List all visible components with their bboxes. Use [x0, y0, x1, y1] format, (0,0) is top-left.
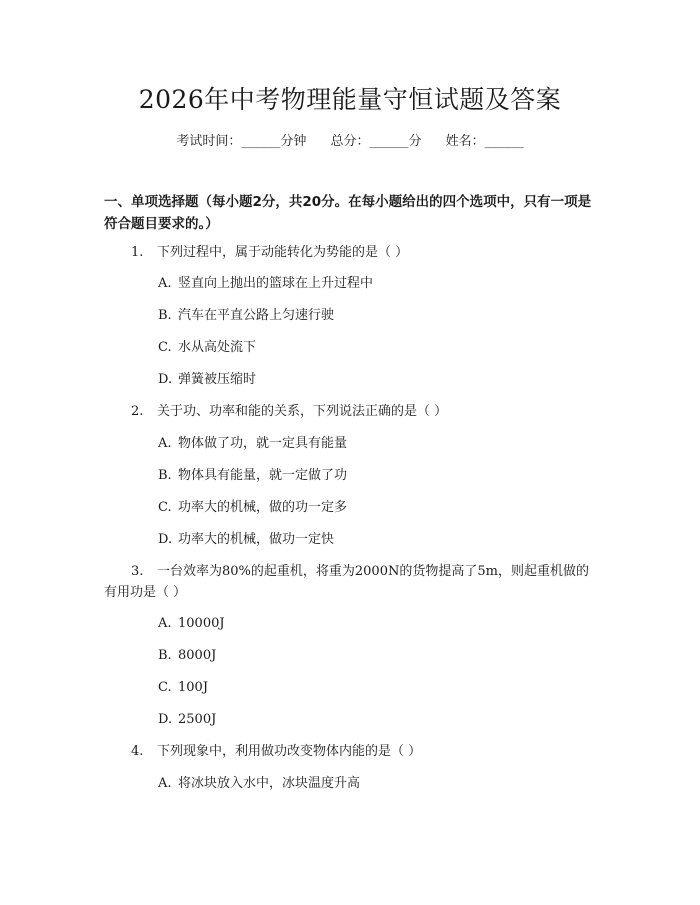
- q2-option-b: [158, 466, 347, 486]
- option-text: 功率大的机械，做的功一定多: [178, 500, 348, 515]
- question-text: 关于功、功率和能的关系，下列说法正确的是（ ）: [157, 404, 448, 419]
- q1-option-a: [158, 274, 373, 294]
- question-text: 一台效率为80%的起重机，将重为2000N的货物提高了5m，则起重机做的: [157, 564, 589, 579]
- q1-option-d: [158, 370, 256, 390]
- question-4: [131, 742, 421, 762]
- option-text: 竖直向上抛出的篮球在上升过程中: [178, 276, 374, 291]
- q2-option-c: [158, 498, 347, 518]
- exam-time: 考试时间：______分钟: [176, 134, 307, 149]
- question-number: 4.: [131, 744, 144, 759]
- q2-option-d: [158, 530, 334, 550]
- q3-option-a: [158, 614, 225, 634]
- option-letter: C.: [158, 500, 172, 515]
- q3-option-c: [158, 678, 208, 698]
- q3-option-d: [158, 710, 216, 730]
- option-text: 8000J: [178, 648, 217, 663]
- exam-score: 总分：______分: [330, 134, 422, 149]
- option-letter: A.: [158, 276, 172, 291]
- question-number: 1.: [131, 245, 144, 260]
- question-2: [131, 402, 447, 422]
- q3-option-b: [158, 646, 216, 666]
- question-text: 下列现象中，利用做功改变物体内能的是（ ）: [157, 744, 422, 759]
- option-letter: B.: [158, 468, 172, 483]
- option-text: 将冰块放入水中，冰块温度升高: [178, 776, 361, 791]
- option-letter: C.: [158, 340, 172, 355]
- option-letter: A.: [158, 436, 172, 451]
- student-name: 姓名：______: [445, 134, 524, 149]
- option-text: 物体做了功，就一定具有能量: [178, 436, 348, 451]
- option-letter: D.: [158, 372, 173, 387]
- question-3: [131, 562, 589, 582]
- q1-option-b: [158, 306, 334, 326]
- option-letter: D.: [158, 532, 173, 547]
- option-text: 汽车在平直公路上匀速行驶: [178, 308, 335, 323]
- question-1: [131, 243, 408, 263]
- section-heading: 一、单项选择题（每小题2分，共20分。在每小题给出的四个选项中，只有一项是符合题目要求的。）: [104, 194, 592, 232]
- q1-option-c: [158, 338, 256, 358]
- exam-meta: [0, 130, 700, 149]
- q2-option-a: [158, 434, 347, 454]
- option-letter: A.: [158, 616, 172, 631]
- option-text: 2500J: [178, 712, 217, 727]
- option-letter: D.: [158, 712, 173, 727]
- page-title: 2026年中考物理能量守恒试题及答案: [138, 85, 562, 114]
- option-text: 10000J: [178, 616, 225, 631]
- option-letter: A.: [158, 776, 172, 791]
- option-letter: B.: [158, 648, 172, 663]
- option-text: 物体具有能量，就一定做了功: [178, 468, 348, 483]
- option-text: 功率大的机械，做功一定快: [178, 532, 335, 547]
- option-letter: C.: [158, 680, 172, 695]
- option-text: 100J: [178, 680, 209, 695]
- question-number: 3.: [131, 564, 144, 579]
- option-letter: B.: [158, 308, 172, 323]
- question-3-continued: 有用功是（ ）: [104, 585, 187, 600]
- question-number: 2.: [131, 404, 144, 419]
- question-text: 下列过程中，属于动能转化为势能的是（ ）: [157, 245, 409, 260]
- option-text: 水从高处流下: [178, 340, 257, 355]
- option-text: 弹簧被压缩时: [178, 372, 257, 387]
- q4-option-a: [158, 774, 360, 794]
